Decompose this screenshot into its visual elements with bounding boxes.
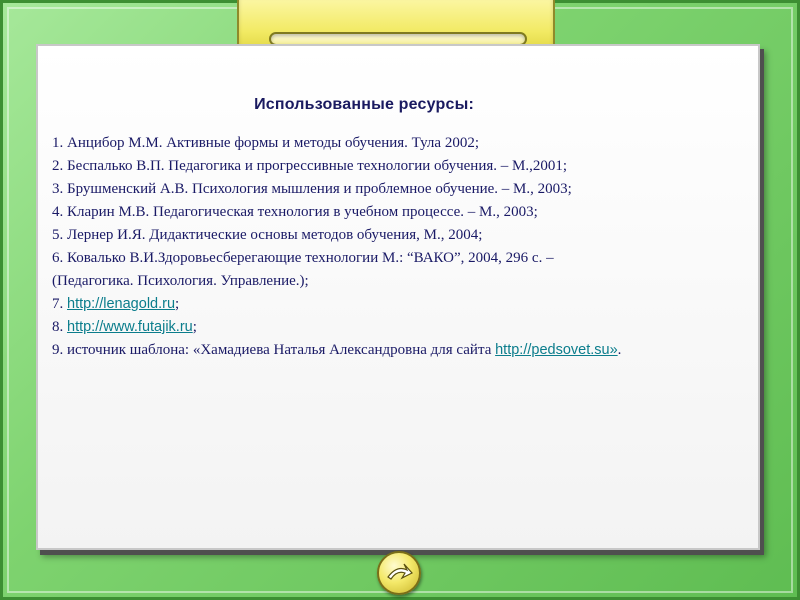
content-panel (36, 44, 760, 550)
list-item-text: 9. источник шаблона: «Хамадиева Наталья Александровна для сайта (52, 342, 496, 358)
list-item (52, 293, 752, 316)
list-item-text: 1. Анцибор М.М. Активные формы и методы обучения. Тула 2002; (52, 135, 479, 151)
list-item-suffix: ; (175, 296, 180, 312)
list-item-text: 8. (52, 319, 67, 335)
list-item (52, 201, 752, 224)
list-item-text: (Педагогика. Психология. Управление.); (52, 273, 309, 289)
list-item (52, 178, 752, 201)
list-item-suffix: ; (192, 319, 197, 335)
next-slide-button[interactable] (377, 551, 421, 595)
list-item (52, 316, 752, 339)
link-futajik[interactable]: http://www.futajik.ru (67, 319, 193, 335)
list-item-text: 3. Брушменский А.В. Психология мышления и проблемное обучение. – М., 2003; (52, 181, 572, 197)
list-item-text: 5. Лернер И.Я. Дидактические основы методов обучения, М., 2004; (52, 227, 483, 243)
link-pedsovet[interactable]: http://pedsovet.su» (495, 342, 618, 358)
list-item-text: 6. Ковалько В.И.Здоровьесберегающие технологии М.: “ВАКО”, 2004, 296 с. – (52, 250, 554, 266)
list-item (52, 224, 752, 247)
link-lenagold[interactable]: http://lenagold.ru (67, 296, 176, 312)
list-item-text: 7. (52, 296, 67, 312)
page-title: Использованные ресурсы: (254, 96, 474, 113)
list-item (52, 270, 752, 293)
resource-list (52, 132, 752, 362)
list-item-text: 4. Кларин М.В. Педагогическая технология в учебном процессе. – М., 2003; (52, 204, 538, 220)
list-item (52, 339, 752, 362)
arrow-right-icon (385, 561, 413, 587)
list-item-text: 2. Беспалько В.П. Педагогика и прогрессивные технологии обучения. – М.,2001; (52, 158, 568, 174)
list-item (52, 247, 752, 270)
list-item-suffix: . (617, 342, 622, 358)
list-item (52, 132, 752, 155)
list-item (52, 155, 752, 178)
